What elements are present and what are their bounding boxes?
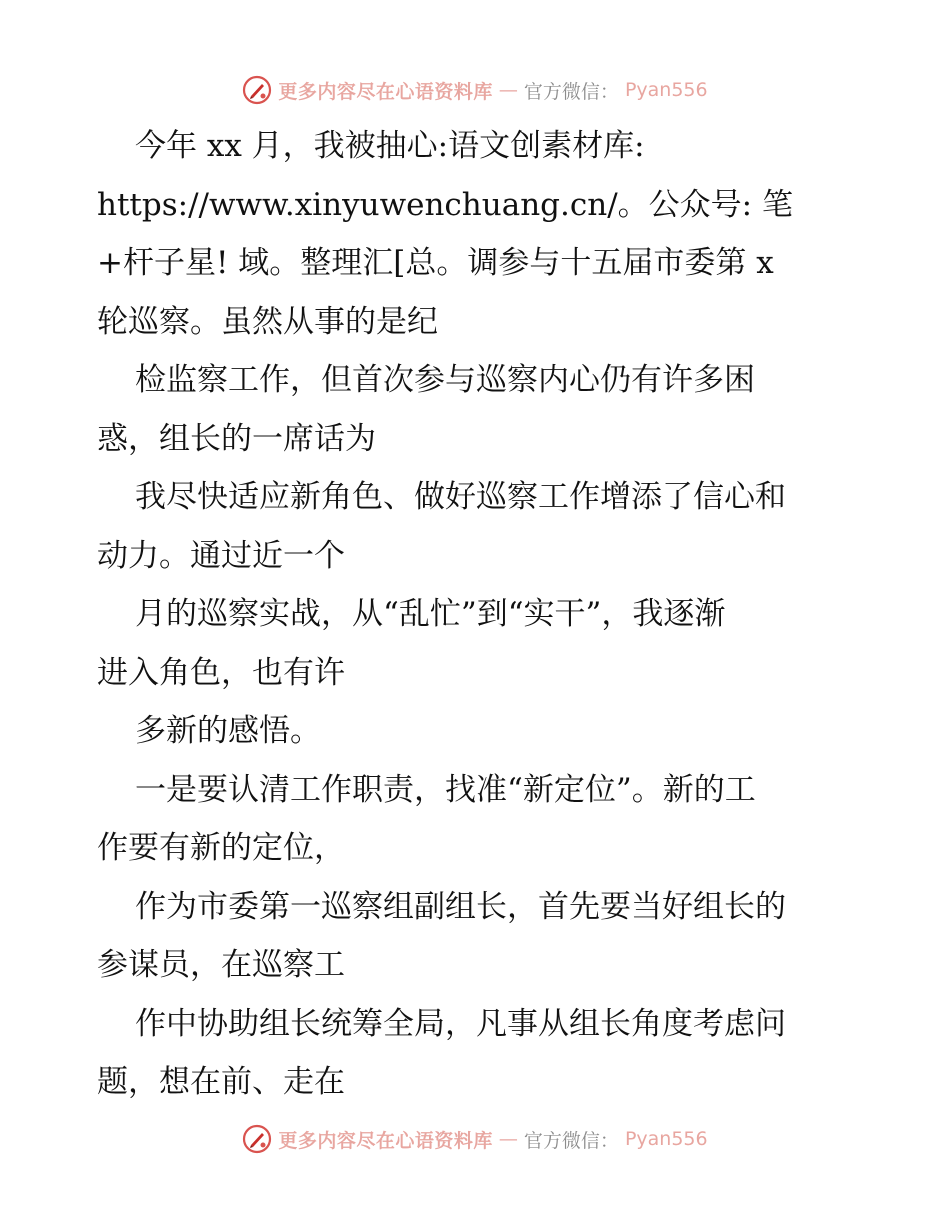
banner-wechat-label: 官方微信： [523, 80, 619, 103]
text-line-content: 月的巡察实战，从“乱忙”到“实干”，我逐渐 [135, 596, 726, 632]
banner-main-text: 更多内容尽在心语资料库 [278, 1129, 493, 1152]
pen-logo-icon [242, 1124, 272, 1154]
text-line [97, 819, 857, 878]
banner-dash: — [498, 1128, 518, 1150]
text-line [97, 527, 857, 586]
text-line-content: 轮巡察。虽然从事的是纪 [97, 303, 438, 340]
text-line-content: 多新的感悟。 [135, 713, 321, 749]
footer-banner [0, 1119, 950, 1159]
text-line [97, 234, 857, 293]
text-line-content: 作要有新的定位， [97, 830, 345, 866]
text-line-content: 题，想在前、走在 [97, 1064, 345, 1100]
text-line-content: 参谋员，在巡察工 [97, 947, 345, 983]
text-line [97, 176, 857, 235]
document-body [97, 117, 857, 1112]
pen-logo-icon [242, 75, 272, 105]
text-line [97, 1053, 857, 1112]
text-line [97, 410, 857, 469]
text-line [97, 117, 857, 176]
text-line-content: 作为市委第一巡察组副组长，首先要当好组长的 [135, 888, 786, 925]
text-line-content: 检监察工作，但首次参与巡察内心仍有许多困 [135, 362, 755, 398]
text-line [97, 468, 857, 527]
text-line [97, 995, 857, 1054]
text-line [97, 761, 857, 820]
text-line-content: 惑，组长的一席话为 [97, 420, 376, 457]
text-line [97, 585, 857, 644]
header-banner [0, 70, 950, 110]
text-line-content: 动力。通过近一个 [97, 537, 345, 574]
text-line-content: +杆子星! 域。整理汇[总。调参与十五届市委第 x [97, 245, 774, 281]
text-line [97, 702, 857, 761]
text-line-content: https://www.xinyuwenchuang.cn/。公众号: 笔 [97, 186, 793, 223]
text-line [97, 351, 857, 410]
text-line-content: 我尽快适应新角色、做好巡察工作增添了信心和 [135, 479, 786, 515]
text-line-content: 进入角色，也有许 [97, 654, 345, 691]
banner-wechat-label: 官方微信： [523, 1129, 619, 1152]
banner-main-text: 更多内容尽在心语资料库 [278, 80, 493, 103]
text-line [97, 293, 857, 352]
banner-wechat-id: Pyan556 [624, 1128, 708, 1150]
banner-wechat-id: Pyan556 [624, 79, 708, 101]
text-line [97, 878, 857, 937]
text-line-content: 今年 xx 月，我被抽心:语文创素材库: [135, 128, 645, 164]
text-line-content: 一是要认清工作职责，找准“新定位”。新的工 [135, 771, 756, 808]
text-line [97, 936, 857, 995]
text-line-content: 作中协助组长统筹全局，凡事从组长角度考虑问 [135, 1005, 786, 1042]
text-line [97, 644, 857, 703]
banner-dash: — [498, 79, 518, 101]
